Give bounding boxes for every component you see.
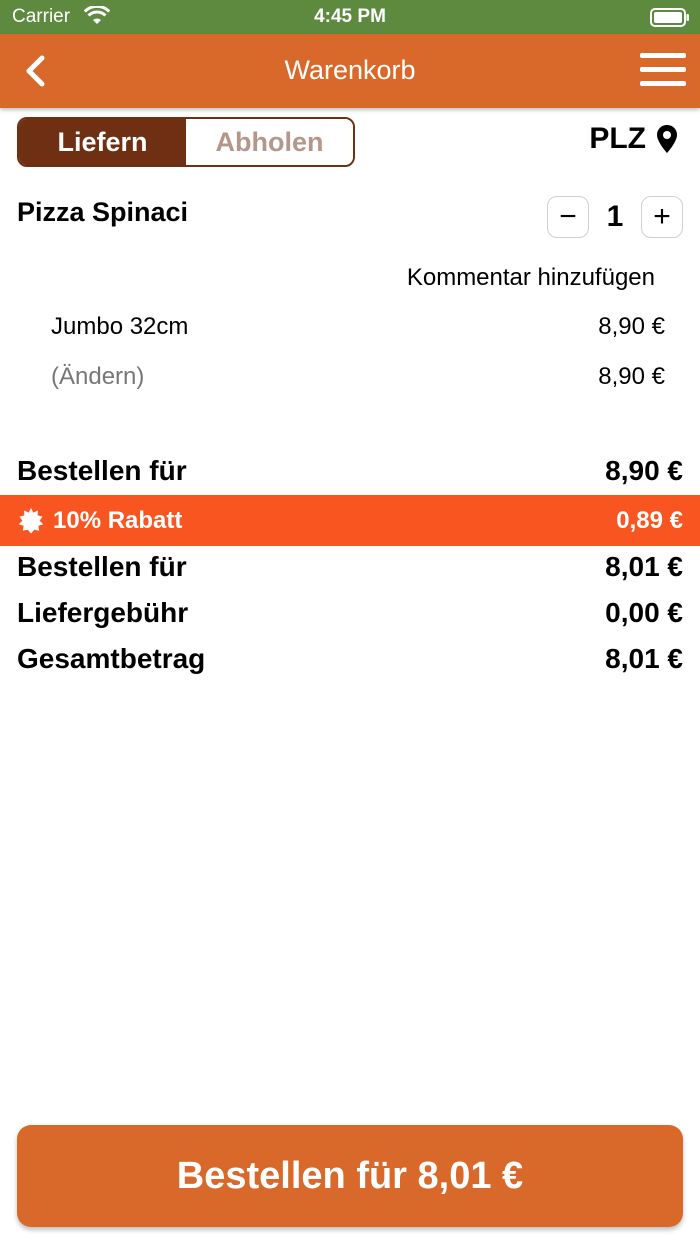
quantity-value: 1: [606, 200, 624, 233]
total-row: [17, 643, 683, 675]
change-item-link[interactable]: (Ändern): [51, 363, 145, 390]
delivery-fee-value: 0,00 €: [605, 597, 683, 628]
total-value: 8,01 €: [605, 643, 683, 674]
item-price: 8,90 €: [598, 363, 665, 390]
tab-liefern[interactable]: Liefern: [19, 119, 186, 165]
item-option-row: [51, 313, 665, 341]
order-button[interactable]: Bestellen für 8,01 €: [17, 1125, 683, 1227]
plz-label: PLZ: [589, 122, 646, 155]
discount-banner: [0, 495, 700, 546]
subtotal-value: 8,90 €: [605, 455, 683, 486]
battery-icon: [650, 8, 690, 27]
tab-abholen[interactable]: Abholen: [186, 119, 353, 165]
status-bar: [0, 0, 700, 34]
add-comment-link[interactable]: Kommentar hinzufügen: [406, 264, 655, 291]
discount-value: 0,89 €: [616, 506, 683, 534]
item-change-row: [51, 363, 665, 391]
discounted-subtotal-value: 8,01 €: [605, 551, 683, 582]
delivery-fee-label: Liefergebühr: [17, 597, 189, 628]
location-pin-icon: [656, 124, 678, 154]
discount-badge-icon: [17, 507, 45, 535]
discount-label: 10% Rabatt: [53, 506, 183, 534]
hamburger-menu-icon[interactable]: [640, 53, 686, 89]
page-title: Warenkorb: [284, 55, 416, 85]
delivery-fee-row: [17, 597, 683, 629]
subtotal-label: Bestellen für: [17, 455, 187, 486]
discounted-subtotal-row: [17, 551, 683, 583]
status-time: 4:45 PM: [314, 6, 386, 27]
nav-bar: [0, 34, 700, 108]
delivery-toggle: [17, 117, 355, 167]
cart-item-name: Pizza Spinaci: [17, 197, 189, 227]
carrier-label: Carrier: [12, 6, 71, 27]
increase-quantity-button[interactable]: +: [641, 196, 683, 238]
item-option-name: Jumbo 32cm: [51, 313, 189, 340]
discounted-subtotal-label: Bestellen für: [17, 551, 187, 582]
total-label: Gesamtbetrag: [17, 643, 206, 674]
plz-button[interactable]: [589, 122, 678, 156]
subtotal-row: [17, 455, 683, 487]
decrease-quantity-button[interactable]: −: [547, 196, 589, 238]
quantity-stepper: [547, 196, 683, 238]
item-option-price: 8,90 €: [598, 313, 665, 340]
